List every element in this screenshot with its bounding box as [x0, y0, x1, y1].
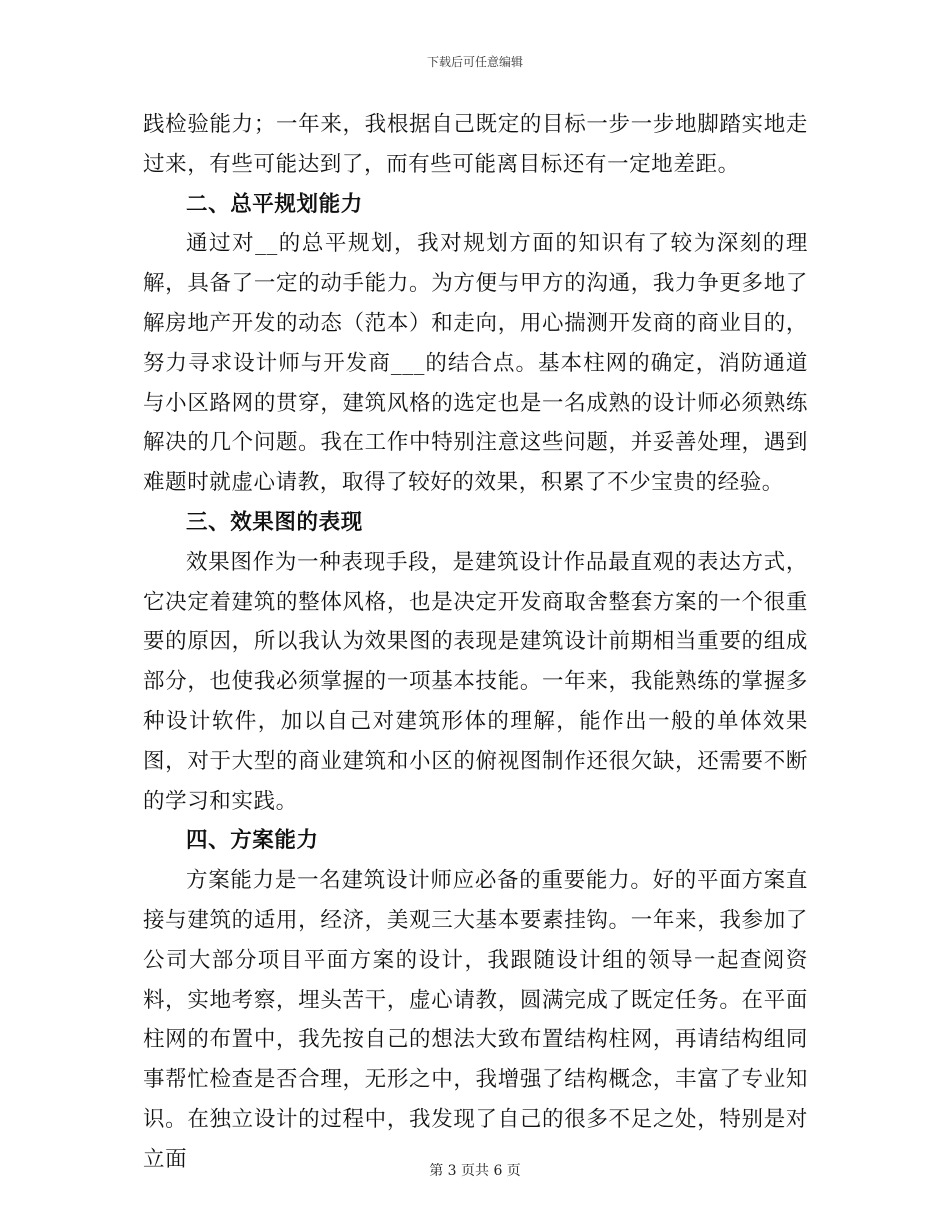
section-heading-planning: 二、总平规划能力 [186, 191, 363, 217]
page-footer: 第 3 页共 6 页 [429, 1163, 521, 1179]
page-header: 下载后可任意编辑 [426, 55, 523, 69]
section-heading-scheme: 四、方案能力 [186, 828, 319, 854]
paragraph-rendering: 效果图作为一种表现手段，是建筑设计作品最直观的表达方式，它决定着建筑的整体风格，也是决定开发商取舍整套方案的一个很重要的原因，所以我认为效果图的表现是建筑设计前期相当重要的组成部分，也使我必须掌握的一项基本技能。一年来，我能熟练的掌握多种设计软件，加以自己对建筑形体的理解，能作出一般的单体效果图，对于大型的商业建筑和小区的俯视图制作还很欠缺，还需要不断的学习和实践。 [143, 549, 808, 814]
paragraph-continuation: 践检验能力；一年来，我根据自己既定的目标一步一步地脚踏实地走过来，有些可能达到了，而有些可能离目标还有一定地差距。 [143, 112, 808, 177]
paragraph-scheme: 方案能力是一名建筑设计师应必备的重要能力。好的平面方案直接与建筑的适用，经济，美观三大基本要素挂钩。一年来，我参加了公司大部分项目平面方案的设计，我跟随设计组的领导一起查阅资料，实地考察，埋头苦干，虚心请教，圆满完成了既定任务。在平面柱网的布置中，我先按自己的想法大致布置结构柱网，再请结构组同事帮忙检查是否合理，无形之中，我增强了结构概念，丰富了专业知识。在独立设计的过程中，我发现了自己的很多不足之处，特别是对立面 [143, 868, 808, 1172]
paragraph-planning: 通过对__的总平规划，我对规划方面的知识有了较为深刻的理解，具备了一定的动手能力。为方便与甲方的沟通，我力争更多地了解房地产开发的动态（范本）和走向，用心揣测开发商的商业目的，努力寻求设计师与开发商___的结合点。基本柱网的确定，消防通道与小区路网的贯穿，建筑风格的选定也是一名成熟的设计师必须熟练解决的几个问题。我在工作中特别注意这些问题，并妥善处理，遇到难题时就虚心请教，取得了较好的效果，积累了不少宝贵的经验。 [143, 231, 808, 496]
section-heading-rendering: 三、效果图的表现 [186, 509, 363, 535]
document-body [143, 105, 808, 1180]
